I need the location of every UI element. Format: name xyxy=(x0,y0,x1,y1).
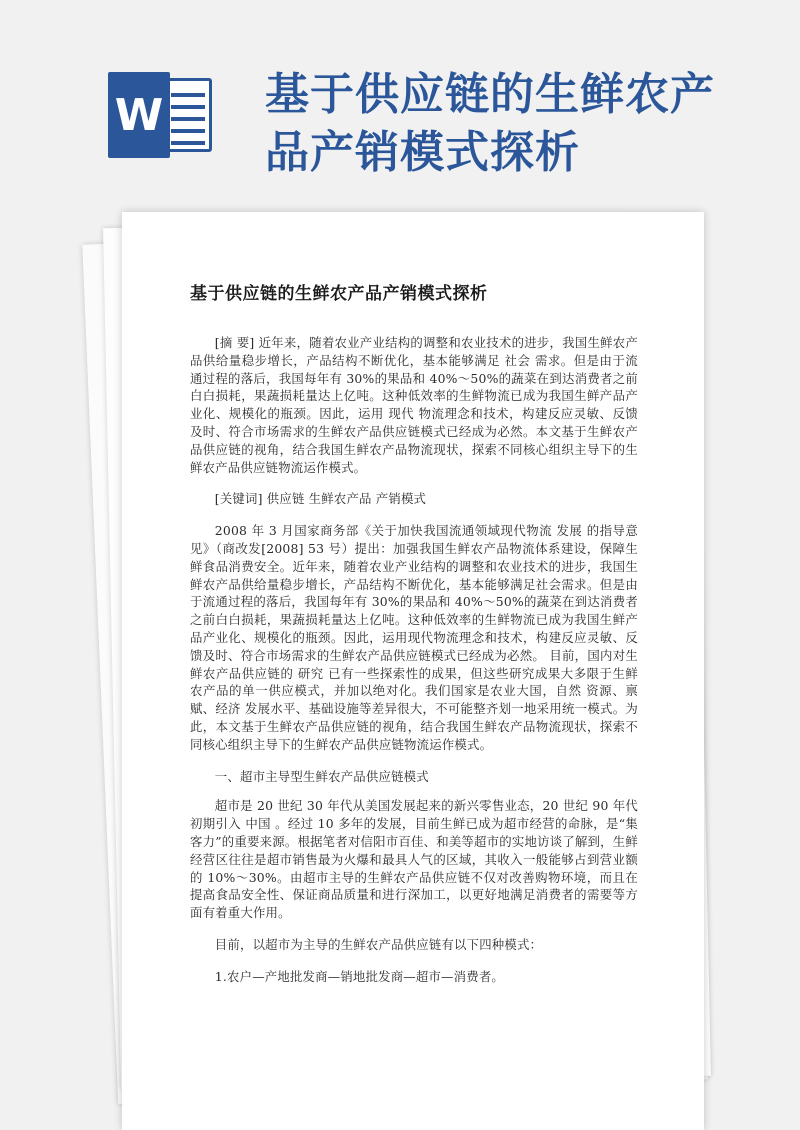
page-content xyxy=(190,282,638,986)
section-paragraph: 超市是 20 世纪 30 年代从美国发展起来的新兴零售业态，20 世纪 90 年代初期引入 中国 。经过 10 多年的发展，目前生鲜已成为超市经营的命脉，是“集客力”的重要来源。根据笔者对信阳市百佳、和美等超市的实地访谈了解到，生鲜经营区往往是超市销售最为火爆和最具人气的区域，其收入一般能够占到营业额的 10%～30%。由超市主导的生鲜农产品供应链不仅对改善购物环境，而且在提高食品安全性、保证商品质量和进行深加工，以更好地满足消费者的需要等方面有着重大作用。 xyxy=(190,798,638,921)
document-title-line2: 品产销模式探析 xyxy=(265,127,580,178)
document-title xyxy=(265,66,765,182)
page-header xyxy=(0,0,800,200)
list-item: 1.农户—产地批发商—销地批发商—超市—消费者。 xyxy=(214,968,505,984)
word-document-icon xyxy=(108,72,212,158)
document-title-line1: 基于供应链的生鲜农产 xyxy=(265,69,715,120)
modes-intro-paragraph: 目前，以超市为主导的生鲜农产品供应链有以下四种模式： xyxy=(214,936,543,952)
intro-paragraph: 2008 年 3 月国家商务部《关于加快我国流通领域现代物流 发展 的指导意见》（商改发[2008] 53 号）提出：加强我国生鲜农产品物流体系建设，保障生鲜食品消费安全。近年来，随着农业产业结构的调整和农业技术的进步，我国生鲜农产品供给量稳步增长，产品结构不断优化，基本能够满足社会需求。但是由于流通过程的落后，我国每年有 30%的果品和 40%～50%的蔬菜在到达消费者之前白白损耗，果蔬损耗量达上亿吨。这种低效率的生鲜物流已成为我国生鲜产品产业化、规模化的瓶颈。因此，运用现代物流理念和技术，构建反应灵敏、反馈及时、符合市场需求的生鲜农产品供应链模式已经成为必然。 目前，国内对生鲜农产品供应链的 研究 已有一些探索性的成果，但这些研究成果大多限于生鲜农产品的单一供应模式，并加以绝对化。我们国家是农业大国，自然 资源、禀赋、经济 发展水平、基础设施等差异很大，不可能整齐划一地采用统一模式。为此，本文基于生鲜农产品供应链的视角，结合我国生鲜农产品物流现状，探索不同核心组织主导下的生鲜农产品供应链物流运作模式。 xyxy=(190,523,638,752)
word-logo-letter: W xyxy=(108,72,170,158)
article-title: 基于供应链的生鲜农产品产销模式探析 xyxy=(190,284,488,304)
document-page xyxy=(122,212,704,1130)
keywords-paragraph: [关键词] 供应链 生鲜农产品 产销模式 xyxy=(214,491,427,507)
abstract-paragraph: [摘 要] 近年来，随着农业产业结构的调整和农业技术的进步，我国生鲜农产品供给量稳步增长，产品结构不断优化，基本能够满足 社会 需求。但是由于流通过程的落后，我国每年有 30%的果品和 40%～50%的蔬菜在到达消费者之前白白损耗，果蔬损耗量达上亿吨。这种低效率的生鲜物流已成为我国生鲜产品产业化、规模化的瓶颈。因此，运用 现代 物流理念和技术，构建反应灵敏、反馈及时、符合市场需求的生鲜农产品供应链模式已经成为必然。本文基于生鲜农产品供应链的视角，结合我国生鲜农产品物流现状，探索不同核心组织主导下的生鲜农产品供应链物流运作模式。 xyxy=(190,335,638,475)
section-heading: 一、超市主导型生鲜农产品供应链模式 xyxy=(214,768,429,784)
